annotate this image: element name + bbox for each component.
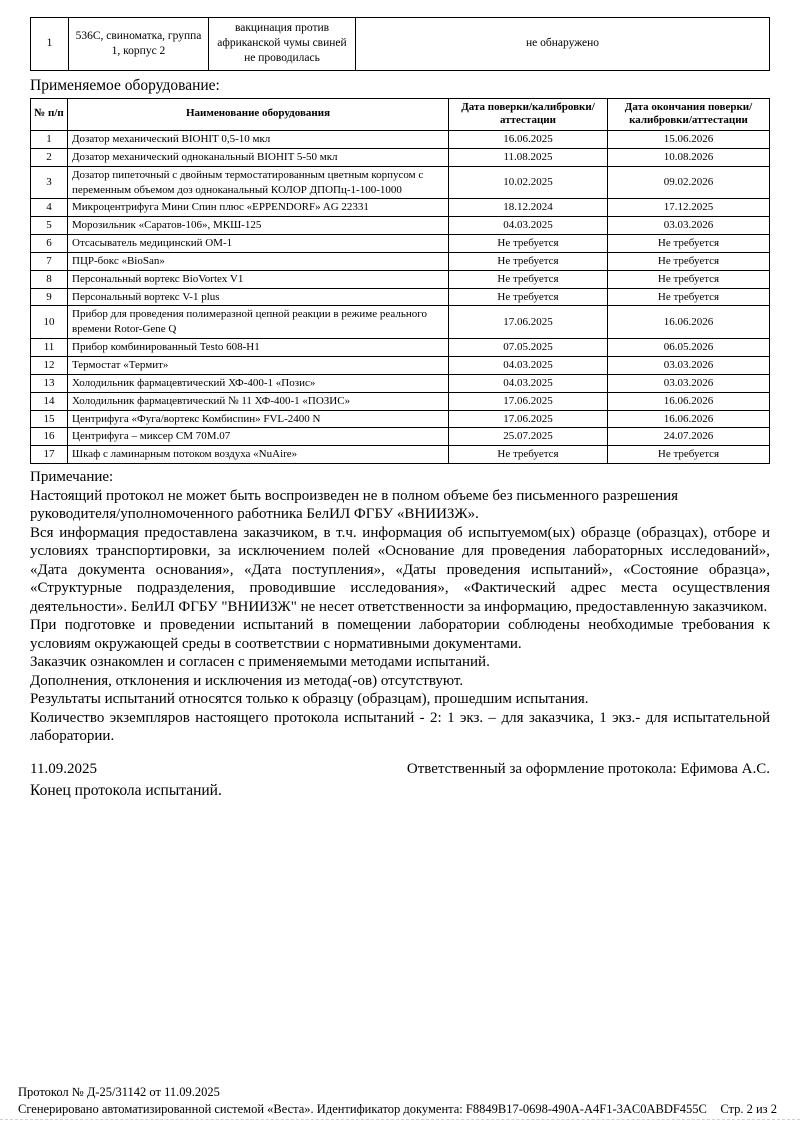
equipment-row-cell-date_end: Не требуется: [608, 446, 770, 464]
equipment-row-cell-date_end: 24.07.2026: [608, 428, 770, 446]
note-paragraph-customer-agreement: Заказчик ознакомлен и согласен с применяемыми методами испытаний.: [30, 654, 490, 671]
equipment-row-cell-date: 11.08.2025: [449, 148, 608, 166]
protocol-date: 11.09.2025: [30, 760, 97, 777]
note-paragraph-lab-conditions: При подготовке и проведении испытаний в помещении лаборатории соблюдены необходимые требования к условиям окружающей среды в соответствии с нормативными документами.: [30, 617, 770, 652]
equipment-row-cell-num: 2: [31, 148, 68, 166]
equipment-row-cell-name: Прибор комбинированный Testo 608-H1: [68, 339, 449, 357]
equipment-row-cell-num: 1: [31, 131, 68, 149]
equipment-row-cell-num: 5: [31, 217, 68, 235]
equipment-header-date: Дата поверки/калибровки/аттестации: [449, 98, 608, 131]
equipment-row-cell-date: 10.02.2025: [449, 166, 608, 199]
sample-row-cell-sample: 536С, свиноматка, группа 1, корпус 2: [69, 18, 209, 71]
equipment-row-cell-date_end: 03.03.2026: [608, 374, 770, 392]
equipment-row: [31, 374, 770, 392]
equipment-row-cell-num: 7: [31, 252, 68, 270]
equipment-header-name: Наименование оборудования: [68, 98, 449, 131]
note-paragraph-results-scope: Результаты испытаний относятся только к образцу (образцам), прошедшим испытания.: [30, 691, 589, 708]
equipment-row-cell-date: Не требуется: [449, 288, 608, 306]
equipment-row-cell-date: 17.06.2025: [449, 410, 608, 428]
equipment-row-cell-date: 25.07.2025: [449, 428, 608, 446]
equipment-row-cell-date_end: 16.06.2026: [608, 306, 770, 339]
equipment-row-cell-date: Не требуется: [449, 235, 608, 253]
equipment-row-cell-date: 18.12.2024: [449, 199, 608, 217]
equipment-row: [31, 270, 770, 288]
equipment-row-cell-date_end: Не требуется: [608, 288, 770, 306]
equipment-row: [31, 288, 770, 306]
equipment-row: [31, 235, 770, 253]
equipment-header-date-end: Дата окончания поверки/калибровки/аттестации: [608, 98, 770, 131]
equipment-row-cell-num: 12: [31, 356, 68, 374]
equipment-header-row: [31, 98, 770, 131]
equipment-table-body: [31, 131, 770, 464]
equipment-row-cell-date_end: 06.05.2026: [608, 339, 770, 357]
equipment-row: [31, 166, 770, 199]
equipment-section-title: Применяемое оборудование:: [30, 76, 220, 94]
equipment-row-cell-name: Холодильник фармацевтический ХФ-400-1 «Позис»: [68, 374, 449, 392]
equipment-row-cell-date_end: 03.03.2026: [608, 356, 770, 374]
sample-row-cell-vaccination: вакцинация против африканской чумы свиней не проводилась: [209, 18, 356, 71]
equipment-row-cell-num: 15: [31, 410, 68, 428]
equipment-row-cell-date_end: 10.08.2026: [608, 148, 770, 166]
equipment-row: [31, 148, 770, 166]
equipment-table: [30, 98, 770, 465]
equipment-row: [31, 428, 770, 446]
equipment-row-cell-name: Дозатор механический одноканальный BIOHIT 5-50 мкл: [68, 148, 449, 166]
equipment-row-cell-num: 11: [31, 339, 68, 357]
equipment-row-cell-num: 16: [31, 428, 68, 446]
notes-section: [30, 468, 770, 746]
equipment-row-cell-date: 04.03.2025: [449, 356, 608, 374]
equipment-row-cell-date: Не требуется: [449, 446, 608, 464]
equipment-row-cell-num: 8: [31, 270, 68, 288]
equipment-row: [31, 252, 770, 270]
footer-protocol-number: Протокол № Д-25/31142 от 11.09.2025: [18, 1085, 220, 1099]
notes-title: Примечание:: [30, 469, 114, 486]
equipment-row: [31, 392, 770, 410]
equipment-row-cell-date: Не требуется: [449, 270, 608, 288]
sample-row: [31, 18, 770, 71]
equipment-row: [31, 199, 770, 217]
equipment-row-cell-name: Персональный вортекс BioVortex V1: [68, 270, 449, 288]
equipment-row-cell-num: 4: [31, 199, 68, 217]
equipment-row-cell-name: Центрифуга «Фуга/вортекс Комбиспин» FVL-2400 N: [68, 410, 449, 428]
equipment-row-cell-name: Микроцентрифуга Мини Спин плюс «EPPENDORF» AG 22331: [68, 199, 449, 217]
equipment-row-cell-date: 17.06.2025: [449, 306, 608, 339]
equipment-row-cell-name: Прибор для проведения полимеразной цепной реакции в режиме реального времени Rotor-Gene Q: [68, 306, 449, 339]
equipment-row-cell-num: 6: [31, 235, 68, 253]
page-footer: [18, 1084, 777, 1118]
sample-table-body: [31, 18, 770, 71]
equipment-row-cell-date_end: Не требуется: [608, 235, 770, 253]
end-of-protocol-line: Конец протокола испытаний.: [30, 781, 222, 799]
equipment-row-cell-date_end: 15.06.2026: [608, 131, 770, 149]
equipment-row-cell-date_end: 03.03.2026: [608, 217, 770, 235]
equipment-row-cell-num: 13: [31, 374, 68, 392]
note-paragraph-deviations: Дополнения, отклонения и исключения из метода(-ов) отсутствуют.: [30, 672, 464, 689]
equipment-row-cell-name: Центрифуга – миксер СМ 70М.07: [68, 428, 449, 446]
equipment-row: [31, 131, 770, 149]
footer-generated-by: Сгенерировано автоматизированной системой «Веста». Идентификатор документа: F8849B17-0698-490A-A4F1-3AC0ABDF455C: [18, 1102, 707, 1116]
equipment-row-cell-num: 14: [31, 392, 68, 410]
equipment-row-cell-date_end: 09.02.2026: [608, 166, 770, 199]
note-paragraph-reproduction: Настоящий протокол не может быть воспроизведен не в полном объеме без письменного разрешения руководителя/уполномоченного работника БелИЛ ФГБУ «ВНИИЗЖ».: [30, 487, 679, 523]
equipment-row-cell-num: 10: [31, 306, 68, 339]
equipment-row-cell-date_end: 16.06.2026: [608, 410, 770, 428]
signature-row: [30, 760, 770, 779]
equipment-row-cell-name: Шкаф с ламинарным потоком воздуха «NuAire»: [68, 446, 449, 464]
equipment-row-cell-name: Отсасыватель медицинский ОМ-1: [68, 235, 449, 253]
responsible-person: Ответственный за оформление протокола: Ефимова А.С.: [406, 760, 770, 777]
equipment-row-cell-date_end: Не требуется: [608, 270, 770, 288]
note-paragraph-copies: Количество экземпляров настоящего протокола испытаний - 2: 1 экз. – для заказчика, 1 экз.- для испытательной лаборатории.: [30, 709, 770, 745]
equipment-row-cell-num: 17: [31, 446, 68, 464]
equipment-row-cell-num: 9: [31, 288, 68, 306]
equipment-row-cell-name: Морозильник «Саратов-106», МКШ-125: [68, 217, 449, 235]
equipment-row-cell-name: Персональный вортекс V-1 plus: [68, 288, 449, 306]
equipment-row: [31, 217, 770, 235]
footer-page-number: Стр. 2 из 2: [720, 1102, 777, 1116]
equipment-row-cell-date_end: 17.12.2025: [608, 199, 770, 217]
equipment-row-cell-name: ПЦР-бокс «BioSan»: [68, 252, 449, 270]
equipment-row-cell-name: Холодильник фармацевтический № 11 ХФ-400-1 «ПОЗИС»: [68, 392, 449, 410]
equipment-row-cell-date: 04.03.2025: [449, 374, 608, 392]
equipment-row-cell-name: Термостат «Термит»: [68, 356, 449, 374]
equipment-row-cell-date: 04.03.2025: [449, 217, 608, 235]
equipment-row-cell-date: 16.06.2025: [449, 131, 608, 149]
equipment-row: [31, 356, 770, 374]
equipment-header-num: № п/п: [31, 98, 68, 131]
equipment-row-cell-name: Дозатор пипеточный с двойным термостатированным цветным корпусом с переменным объемом доз одноканальный КОЛОР ДПОПц-1-100-1000: [68, 166, 449, 199]
equipment-row: [31, 446, 770, 464]
equipment-row-cell-date: 07.05.2025: [449, 339, 608, 357]
scan-artifact-line: [0, 1119, 800, 1120]
note-paragraph-customer-info: Вся информация предоставлена заказчиком, в т.ч. информация об испытуемом(ых) образце (образцах), отборе и условиях транспортировки, за исключением полей «Основание для проведения лабораторных исследований», «Дата документа основания», «Дата поступления», «Даты проведения испытаний», «Состояние образца», «Структурные подразделения, проводившие исследования», «Фактический адрес места осуществления деятельности». БелИЛ ФГБУ "ВНИИЗЖ" не несет ответственности за информацию, предоставленную заказчиком.: [30, 524, 770, 615]
equipment-row-cell-date: Не требуется: [449, 252, 608, 270]
equipment-row-cell-date: 17.06.2025: [449, 392, 608, 410]
sample-results-table: [30, 17, 770, 71]
equipment-row-cell-name: Дозатор механический BIOHIT 0,5-10 мкл: [68, 131, 449, 149]
equipment-row: [31, 410, 770, 428]
equipment-row-cell-num: 3: [31, 166, 68, 199]
equipment-row: [31, 306, 770, 339]
equipment-row-cell-date_end: Не требуется: [608, 252, 770, 270]
sample-row-cell-num: 1: [31, 18, 69, 71]
sample-row-cell-result: не обнаружено: [356, 18, 770, 71]
equipment-row: [31, 339, 770, 357]
equipment-row-cell-date_end: 16.06.2026: [608, 392, 770, 410]
